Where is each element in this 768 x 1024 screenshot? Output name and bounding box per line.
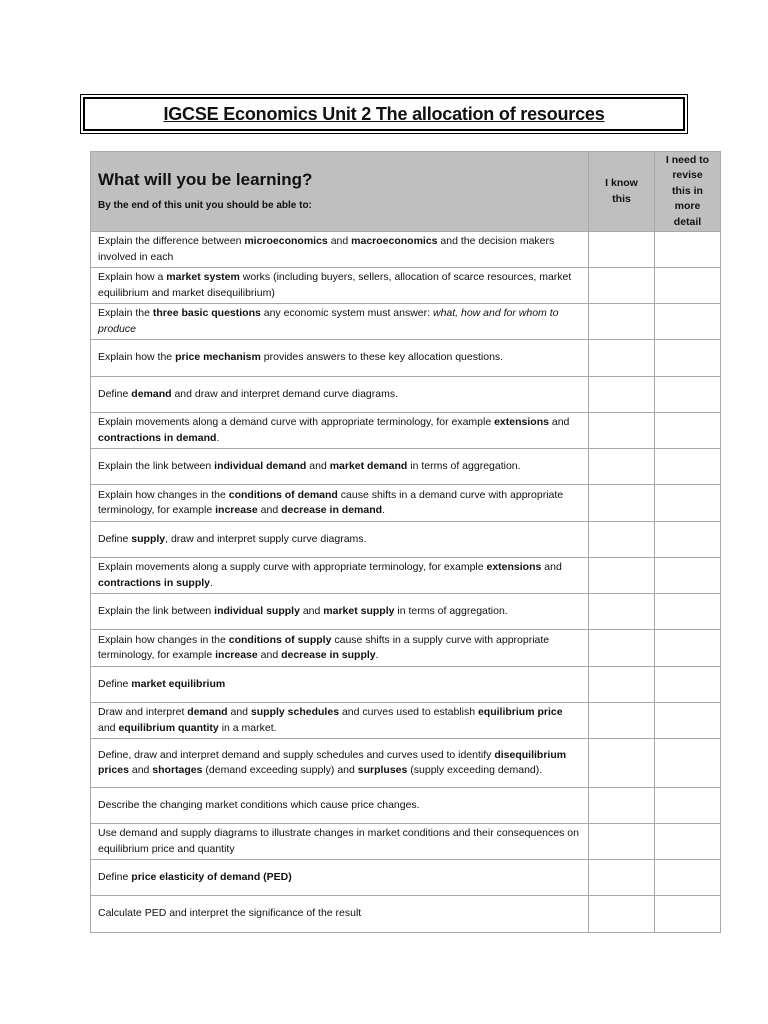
objective-text	[91, 896, 589, 933]
i-know-this-checkbox-cell[interactable]	[589, 377, 655, 413]
objective-segment: and	[227, 706, 251, 718]
i-know-this-checkbox-cell[interactable]	[589, 485, 655, 522]
objective-segment: (demand exceeding supply) and	[202, 764, 358, 776]
key-term: price elasticity of demand (PED)	[131, 870, 292, 883]
learning-checklist-table	[90, 151, 721, 933]
key-term: conditions of supply	[228, 633, 332, 646]
i-know-this-checkbox-cell[interactable]	[589, 232, 655, 268]
i-know-this-checkbox-cell[interactable]	[589, 630, 655, 667]
objective-segment: and draw and interpret demand curve diagrams.	[171, 387, 399, 400]
objective-text	[91, 630, 589, 667]
table-row	[91, 860, 721, 896]
table-row	[91, 667, 721, 703]
need-to-revise-checkbox-cell[interactable]	[655, 340, 721, 377]
objective-segment: Draw and interpret	[98, 706, 188, 718]
table-row	[91, 340, 721, 377]
need-to-revise-checkbox-cell[interactable]	[655, 824, 721, 860]
table-header-row	[91, 152, 721, 232]
objective-segment: .	[375, 649, 379, 661]
objective-segment: and	[98, 721, 119, 734]
key-term: equilibrium price	[477, 706, 563, 718]
section-heading: What will you be learning?	[98, 169, 313, 189]
key-term: market supply	[323, 604, 395, 617]
section-subheading: By the end of this unit you should be able to:	[98, 199, 312, 211]
i-know-this-checkbox-cell[interactable]	[589, 896, 655, 933]
objective-text	[91, 377, 589, 413]
need-to-revise-checkbox-cell[interactable]	[655, 788, 721, 824]
i-know-this-checkbox-cell[interactable]	[589, 340, 655, 377]
objective-segment: Use demand and supply diagrams to illustrate changes in market conditions and their consequences on equilibrium price and quantity	[98, 827, 579, 855]
i-know-this-checkbox-cell[interactable]	[589, 449, 655, 485]
key-term: demand	[187, 706, 228, 718]
need-to-revise-checkbox-cell[interactable]	[655, 232, 721, 268]
objective-segment: and	[548, 416, 570, 428]
need-to-revise-checkbox-cell[interactable]	[655, 630, 721, 667]
objective-segment: Explain the	[98, 307, 153, 319]
i-know-this-checkbox-cell[interactable]	[589, 304, 655, 340]
key-term: disequilibrium prices	[98, 748, 567, 776]
objective-segment: and the decision makers involved in each	[98, 235, 555, 263]
objective-segment: Calculate PED and interpret the significance of the result	[98, 907, 362, 920]
objective-segment: provides answers to these key allocation questions.	[260, 351, 504, 364]
key-term: extensions	[494, 416, 549, 428]
table-row	[91, 703, 721, 739]
table-row	[91, 377, 721, 413]
key-term: equilibrium quantity	[118, 721, 219, 734]
objective-segment: and	[257, 504, 282, 516]
objective-text	[91, 703, 589, 739]
objective-text	[91, 788, 589, 824]
i-know-this-checkbox-cell[interactable]	[589, 703, 655, 739]
i-know-this-checkbox-cell[interactable]	[589, 739, 655, 788]
objective-segment: (supply exceeding demand).	[407, 764, 543, 776]
objective-text	[91, 413, 589, 449]
objective-segment: and curves used to establish	[339, 706, 478, 718]
key-term: microeconomics	[244, 235, 328, 247]
objective-segment: in a market.	[218, 721, 277, 734]
header-objectives-cell	[91, 152, 589, 232]
objective-text	[91, 304, 589, 340]
key-term: three basic questions	[152, 307, 261, 319]
objective-segment: in terms of aggregation.	[394, 604, 508, 617]
need-to-revise-checkbox-cell[interactable]	[655, 377, 721, 413]
need-to-revise-checkbox-cell[interactable]	[655, 667, 721, 703]
objective-segment: Explain movements along a demand curve with appropriate terminology, for example	[98, 416, 495, 428]
objective-segment: Define	[98, 387, 132, 400]
objective-text	[91, 860, 589, 896]
i-know-this-checkbox-cell[interactable]	[589, 667, 655, 703]
objective-text	[91, 449, 589, 485]
key-term: decrease in supply	[281, 649, 376, 661]
key-term: market system	[166, 271, 240, 283]
objective-segment: Explain movements along a supply curve with appropriate terminology, for example	[98, 561, 487, 573]
objective-text	[91, 485, 589, 522]
i-know-this-checkbox-cell[interactable]	[589, 413, 655, 449]
table-row	[91, 232, 721, 268]
objective-segment: .	[382, 504, 385, 516]
table-row	[91, 413, 721, 449]
objective-segment: cause shifts in a supply curve with appropriate terminology, for example	[98, 633, 550, 661]
objective-segment: cause shifts in a demand curve with appropriate terminology, for example	[98, 488, 564, 516]
i-know-this-checkbox-cell[interactable]	[589, 268, 655, 304]
table-row	[91, 485, 721, 522]
need-to-revise-checkbox-cell[interactable]	[655, 413, 721, 449]
key-term: contractions in demand	[98, 431, 217, 444]
key-term: surpluses	[357, 764, 408, 776]
objective-segment: Explain how changes in the	[98, 633, 229, 646]
i-know-this-checkbox-cell[interactable]	[589, 824, 655, 860]
i-know-this-checkbox-cell[interactable]	[589, 594, 655, 630]
objective-text	[91, 824, 589, 860]
key-term: shortages	[152, 764, 203, 776]
objective-segment: Define	[98, 677, 132, 690]
i-know-this-checkbox-cell[interactable]	[589, 788, 655, 824]
objective-segment: Explain how a	[98, 271, 167, 283]
table-row	[91, 522, 721, 558]
need-to-revise-checkbox-cell[interactable]	[655, 739, 721, 788]
objective-segment: Explain the link between	[98, 604, 215, 617]
need-to-revise-checkbox-cell[interactable]	[655, 485, 721, 522]
objective-text	[91, 268, 589, 304]
objective-segment: Define	[98, 532, 132, 545]
objective-segment: and	[306, 459, 330, 472]
objective-segment: and	[327, 235, 352, 247]
key-term: increase	[215, 504, 258, 516]
table-row	[91, 304, 721, 340]
objective-text	[91, 232, 589, 268]
key-term: individual demand	[214, 459, 307, 472]
table-row	[91, 630, 721, 667]
objective-text	[91, 558, 589, 594]
table-row	[91, 268, 721, 304]
table-row	[91, 896, 721, 933]
need-to-revise-checkbox-cell[interactable]	[655, 860, 721, 896]
i-know-this-checkbox-cell[interactable]	[589, 860, 655, 896]
need-to-revise-checkbox-cell[interactable]	[655, 594, 721, 630]
objective-segment: .	[210, 576, 213, 589]
objective-text	[91, 667, 589, 703]
need-to-revise-checkbox-cell[interactable]	[655, 558, 721, 594]
title-frame	[83, 97, 685, 131]
objective-segment: and	[299, 604, 324, 617]
key-term: decrease in demand	[281, 504, 383, 516]
table-row	[91, 449, 721, 485]
key-term: price mechanism	[175, 351, 261, 364]
objective-segment: Define	[98, 870, 132, 883]
need-to-revise-checkbox-cell[interactable]	[655, 449, 721, 485]
need-to-revise-checkbox-cell[interactable]	[655, 268, 721, 304]
objective-segment: and	[257, 649, 282, 661]
key-term: supply schedules	[250, 706, 340, 718]
table-row	[91, 739, 721, 788]
key-term: contractions in supply	[98, 576, 211, 589]
key-term: market demand	[329, 459, 408, 472]
objective-segment: Explain how changes in the	[98, 488, 229, 501]
key-term: individual supply	[214, 604, 300, 617]
table-row	[91, 594, 721, 630]
objective-segment: and	[128, 764, 153, 776]
objective-segment: .	[216, 431, 220, 444]
need-to-revise-checkbox-cell[interactable]	[655, 703, 721, 739]
i-know-this-checkbox-cell[interactable]	[589, 558, 655, 594]
i-know-this-checkbox-cell[interactable]	[589, 522, 655, 558]
key-term: demand	[131, 387, 172, 400]
key-term: increase	[215, 649, 258, 661]
header-need-to-revise: I need to revise this in more detail	[655, 152, 721, 232]
header-i-know-this: I know this	[589, 152, 655, 232]
document-title: IGCSE Economics Unit 2 The allocation of resources	[163, 103, 605, 124]
key-term: macroeconomics	[351, 235, 438, 247]
objective-text	[91, 739, 589, 788]
table-row	[91, 558, 721, 594]
objective-segment: Explain the link between	[98, 459, 215, 472]
need-to-revise-checkbox-cell[interactable]	[655, 896, 721, 933]
objective-segment: and	[541, 561, 562, 573]
objective-segment: Explain how the	[98, 351, 176, 364]
objective-segment: Describe the changing market conditions which cause price changes.	[98, 798, 420, 811]
objective-segment: Explain the difference between	[98, 235, 245, 247]
objective-text	[91, 522, 589, 558]
table-row	[91, 824, 721, 860]
objective-text	[91, 594, 589, 630]
key-term: supply	[131, 532, 166, 545]
table-row	[91, 788, 721, 824]
objective-segment: works (including buyers, sellers, allocation of scarce resources, market equilibrium and market disequilibrium)	[98, 271, 572, 299]
objective-segment: any economic system must answer:	[260, 307, 433, 319]
key-term: conditions of demand	[228, 488, 338, 501]
title-box	[80, 94, 688, 134]
need-to-revise-checkbox-cell[interactable]	[655, 522, 721, 558]
need-to-revise-checkbox-cell[interactable]	[655, 304, 721, 340]
objective-segment: , draw and interpret supply curve diagrams.	[165, 532, 367, 545]
objective-segment: in terms of aggregation.	[407, 459, 521, 472]
objective-segment: Define, draw and interpret demand and supply schedules and curves used to identify	[98, 748, 495, 761]
objective-text	[91, 340, 589, 377]
emphasis-text: what, how and for whom to produce	[98, 307, 559, 335]
key-term: extensions	[486, 561, 542, 573]
key-term: market equilibrium	[131, 677, 226, 690]
